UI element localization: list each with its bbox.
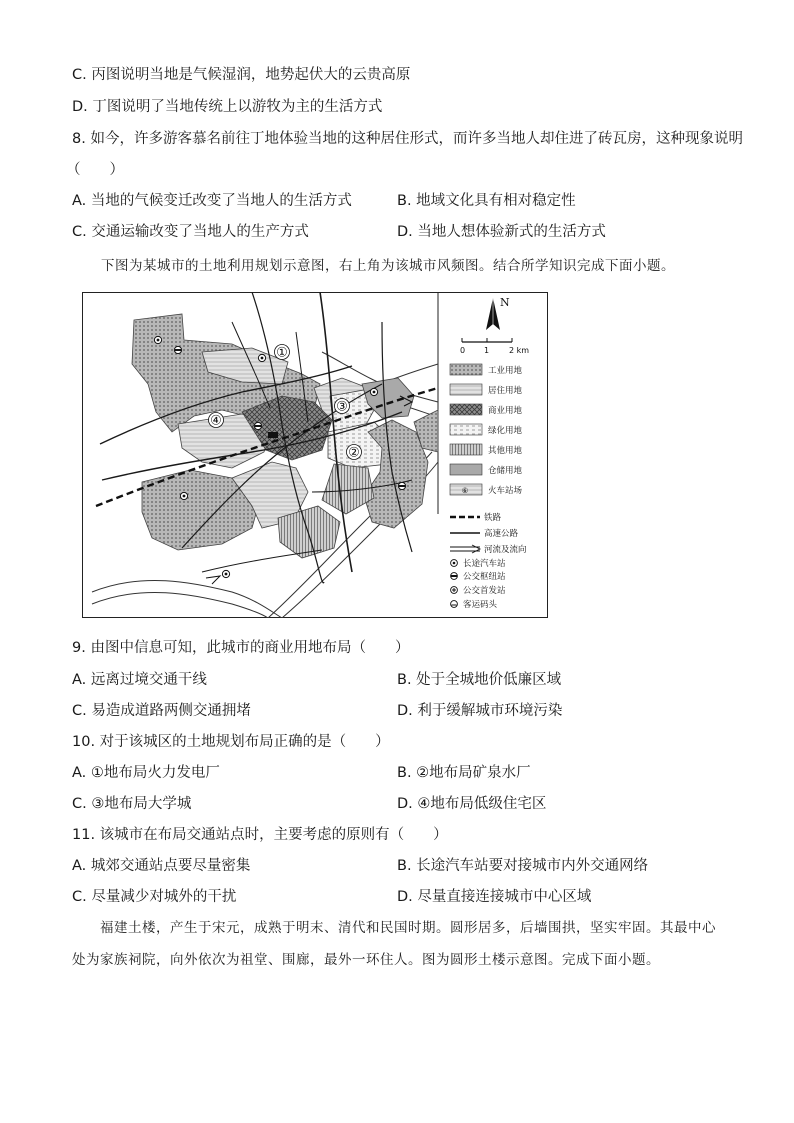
- legend-coach-station: 长途汽车站: [463, 559, 506, 569]
- legend-bus-hub: 公交枢纽站: [463, 572, 506, 582]
- zone-marker-2: ②: [348, 445, 360, 461]
- legend-green: 绿化用地: [488, 426, 523, 436]
- q8-option-b: B. 地域文化具有相对稳定性: [397, 193, 576, 209]
- legend-railway: 铁路: [484, 513, 502, 523]
- q11-option-a: A. 城郊交通站点要尽量密集: [72, 858, 251, 874]
- q10-option-b: B. ②地布局矿泉水厂: [397, 765, 531, 781]
- map-intro-text: 下图为某城市的土地利用规划示意图，右上角为该城市风频图。结合所学知识完成下面小题。: [101, 258, 675, 274]
- q8-stem: 8. 如今，许多游客慕名前往丁地体验当地的这种居住形式，而许多当地人却住进了砖瓦房，这种现象说明: [72, 131, 743, 147]
- q11-option-d: D. 尽量直接连接城市中心区域: [397, 889, 592, 905]
- q10-stem: 10. 对于该城区的土地规划布局正确的是（ ）: [72, 734, 390, 750]
- land-use-map-figure: [82, 292, 548, 618]
- q11-stem: 11. 该城市在布局交通站点时，主要考虑的原则有（ ）: [72, 827, 448, 843]
- q10-option-a: A. ①地布局火力发电厂: [72, 765, 220, 781]
- legend-train-yard: 火车站场: [488, 486, 523, 496]
- legend-expressway: 高速公路: [484, 529, 519, 539]
- q9-stem: 9. 由图中信息可知，此城市的商业用地布局（ ）: [72, 640, 410, 656]
- commercial-swatch-icon: [450, 404, 482, 415]
- scale-label-2km: 2 km: [509, 346, 530, 355]
- train-yard-swatch-mark: ⑥: [461, 486, 469, 495]
- tulou-intro-line-2: 处为家族祠院，向外依次为祖堂、围廊，最外一环住人。图为圆形土楼示意图。完成下面小题。: [72, 952, 660, 968]
- legend-industrial: 工业用地: [488, 366, 523, 376]
- q7-option-d: D. 丁图说明了当地传统上以游牧为主的生活方式: [72, 99, 383, 115]
- legend-residential: 居住用地: [488, 386, 523, 396]
- storage-swatch-icon: [450, 464, 482, 475]
- q8-option-d: D. 当地人想体验新式的生活方式: [397, 224, 606, 240]
- north-label: N: [500, 296, 510, 309]
- q8-paren: （ ）: [66, 162, 124, 178]
- other-swatch-icon: [450, 444, 482, 455]
- q9-option-b: B. 处于全城地价低廉区域: [397, 672, 562, 688]
- q10-option-c: C. ③地布局大学城: [72, 796, 192, 812]
- zone-marker-1: ①: [276, 345, 288, 361]
- legend-other: 其他用地: [488, 446, 523, 456]
- q11-option-b: B. 长途汽车站要对接城市内外交通网络: [397, 858, 649, 874]
- zone-marker-3: ③: [336, 399, 348, 415]
- legend-passenger-pier: 客运码头: [463, 600, 498, 610]
- passenger-pier-symbol-icon: [451, 601, 458, 608]
- q9-option-c: C. 易造成道路两侧交通拥堵: [72, 703, 251, 719]
- legend-bus-terminal: 公交首发站: [463, 586, 506, 596]
- land-use-map: [82, 292, 548, 618]
- q8-option-a: A. 当地的气候变迁改变了当地人的生活方式: [72, 193, 352, 209]
- q7-option-c: C. 丙图说明当地是气候湿润，地势起伏大的云贵高原: [72, 67, 411, 83]
- legend-storage: 仓储用地: [488, 466, 523, 476]
- zone-marker-4: ④: [210, 413, 222, 429]
- q8-option-c: C. 交通运输改变了当地人的生产方式: [72, 224, 309, 240]
- residential-swatch-icon: [450, 384, 482, 395]
- legend-commercial: 商业用地: [488, 406, 523, 416]
- q9-option-a: A. 远离过境交通干线: [72, 672, 207, 688]
- legend-river: 河流及流向: [484, 545, 527, 555]
- scale-label-1: 1: [484, 346, 490, 355]
- scale-label-0: 0: [460, 346, 466, 355]
- tulou-intro-line-1: 福建土楼，产生于宋元，成熟于明末、清代和民国时期。圆形居多，后墙围拱，坚实牢固。其最中心: [100, 920, 716, 936]
- q9-option-d: D. 利于缓解城市环境污染: [397, 703, 563, 719]
- green-swatch-icon: [450, 424, 482, 435]
- q10-option-d: D. ④地布局低级住宅区: [397, 796, 547, 812]
- q11-option-c: C. 尽量减少对城外的干扰: [72, 889, 237, 905]
- industrial-swatch-icon: [450, 364, 482, 375]
